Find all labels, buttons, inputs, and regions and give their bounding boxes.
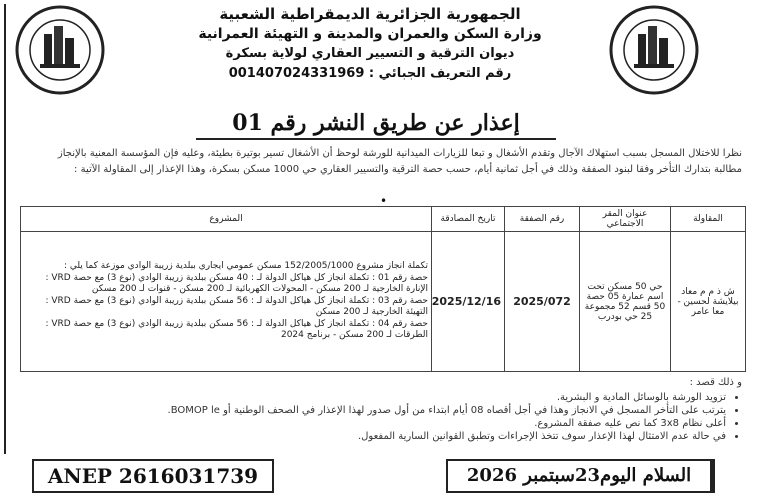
bullet-dot: • <box>380 194 388 208</box>
list-item: • أعلى نظام 3x8 كما نص عليه صفقة المشروع. <box>30 417 726 430</box>
contract-table <box>20 206 746 372</box>
project-line: تكملة انجاز مشروع 152/2005/1000 مسكن عمومي ايجاري ببلدية زريبة الوادي موزعة كما يلي : <box>63 261 428 272</box>
cell-project <box>21 232 432 372</box>
list-item: • تزويد الورشة بالوسائل المادية و البشرية. <box>30 391 726 404</box>
project-line: حصة رقم 04 : تكملة انجاز كل هياكل الدولة لـ : 56 مسكن ببلدية زريبة الوادي (نوع 3) مع حصة VRD : الطرقات لـ 200 مسكن - برنامج 2024 <box>45 318 428 341</box>
office-name: ديوان الترقية و التسيير العقاري لولاية بسكرة <box>225 46 515 61</box>
letterhead <box>150 4 590 84</box>
list-item: • يترتب على التأخر المسجل في الانجاز وهذا في أجل أقصاه 08 أيام ابتداء من أول صدور لهذا الإعذار في الصحف الوطنية أو BOMOP le. <box>30 404 726 417</box>
notice-title: إعذار عن طريق النشر رقم 01 <box>196 108 556 140</box>
cell-bidder: ش ذ م م معاد بيلايشة لحسين - معا عامر <box>671 232 746 372</box>
anep-reference: ANEP 2616031739 <box>32 459 274 493</box>
list-item: • في حالة عدم الامتثال لهذا الإعذار سوف تتخذ الإجراءات وتطبق القوانين السارية المفعول. <box>30 430 726 443</box>
publication-line: السلام اليوم23سبتمبر 2026 <box>446 459 715 493</box>
ministry-name: وزارة السكن والعمران والمدينة و التهيئة العمرانية <box>198 26 542 42</box>
header-bidder: المقاولة <box>671 207 746 232</box>
header-address: عنوان المقر الاجتماعي <box>580 207 671 232</box>
notice-intro: نظرا للاختلال المسجل بسبب استهلاك الآجال وتقدم الأشغال و تبعا للزيارات الميدانية للورشة لوحظ أن الأشغال تسير بوتيرة بطيئة، وعليه فإن المؤسسة المعنية بالإنجاز مطالبة بتدارك التأخر وفقا لبنود الصفقة وذلك في أجل ثمانية أيام، حسب حصة الترقية والتسيير العقاري حي 1000 مسكن بسكرة، وهذا الإعذار إلى المقاولة الآتية : <box>57 148 742 175</box>
header-project: المشروع <box>21 207 432 232</box>
project-line: حصة رقم 01 : تكملة انجاز كل هياكل الدولة لـ : 40 مسكن ببلدية زريبة الوادي (نوع 3) مع حصة VRD : الإنارة الخارجية لـ 200 مسكن - المحولات الكهربائية لـ 200 مسكن - قنوات لـ 200 مسكن <box>45 272 428 295</box>
table-header-row <box>21 207 746 232</box>
header-deal-date: تاريخ المصادقة <box>432 207 505 232</box>
table-row <box>21 232 746 372</box>
opgi-logo-right <box>608 4 700 96</box>
notes-heading: و ذلك قصد : <box>689 377 742 388</box>
notes-list <box>30 391 742 443</box>
notes-section <box>30 376 742 443</box>
cell-deal-no: 2025/072 <box>505 232 580 372</box>
project-line: حصة رقم 03 : تكملة انجاز كل هياكل الدولة لـ : 56 مسكن ببلدية زريبة الوادي (نوع 3) مع حصة VRD : التهيئة الخارجية لـ 200 مسكن <box>45 295 428 318</box>
opgi-logo-left <box>14 4 106 96</box>
cell-deal-date: 2025/12/16 <box>432 232 505 372</box>
cell-address: حي 50 مسكن تحت اسم عمارة 05 حصة 50 قسم 52 مجموعة 25 حي بودرب <box>580 232 671 372</box>
page-border-left <box>4 4 9 454</box>
header-deal-no: رقم الصفقة <box>505 207 580 232</box>
fiscal-id: رقم التعريف الجبائي : 001407024331969 <box>228 66 512 81</box>
republic-name: الجمهورية الجزائرية الديمقراطية الشعبية <box>219 5 521 23</box>
